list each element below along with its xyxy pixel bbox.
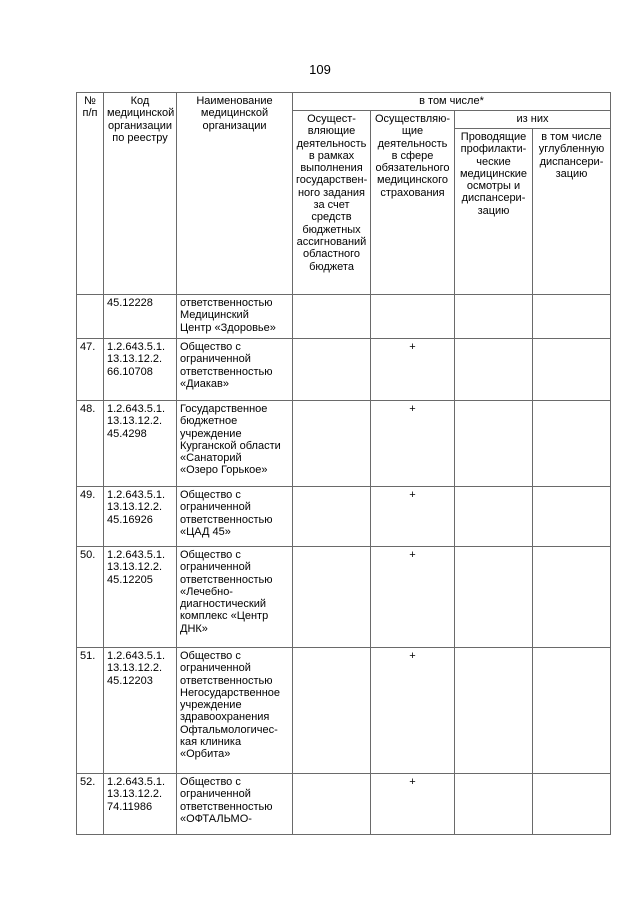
registry-code-cell: 45.12228 [104,295,177,339]
budget-cell [293,774,371,835]
organization-name-cell: Общество с ограниченной ответственностью «Диакав» [177,339,293,401]
checkups-cell [455,295,533,339]
header-budget [293,111,371,295]
header-num [77,93,104,295]
registry-code-cell: 1.2.643.5.1. 13.13.12.2. 45.12205 [104,547,177,648]
header-code-text: Код медицинской организации по реестру [107,95,175,144]
in-depth-cell [533,339,611,401]
organization-name-cell: ответственностью Медицинский Центр «Здоровье» [177,295,293,339]
registry-code-cell: 1.2.643.5.1. 13.13.12.2. 45.12203 [104,648,177,774]
oms-cell: + [371,339,455,401]
header-including: в том числе* [293,93,611,111]
registry-code-cell: 1.2.643.5.1. 13.13.12.2. 66.10708 [104,339,177,401]
row-number-cell: 50. [77,547,104,648]
organization-name-cell: Общество с ограниченной ответственностью «Лечебно- диагностический комплекс «Центр ДНК» [177,547,293,648]
medical-organizations-table [76,92,611,835]
oms-cell: + [371,487,455,547]
table-row [77,648,611,774]
header-name-text: Наименование медицинской организации [196,95,273,132]
budget-cell [293,547,371,648]
checkups-cell [455,401,533,487]
checkups-cell [455,774,533,835]
header-oms-text: Осуществляю- щие деятельность в сфере обязательного медицинского страхования [374,113,451,199]
table-row [77,774,611,835]
oms-cell: + [371,774,455,835]
checkups-cell [455,547,533,648]
budget-cell [293,295,371,339]
header-name [177,93,293,295]
row-number-cell [77,295,104,339]
oms-cell: + [371,401,455,487]
table-body [77,295,611,835]
header-of-them: из них [455,111,611,129]
oms-cell: + [371,648,455,774]
organization-name-cell: Общество с ограниченной ответственностью «ЦАД 45» [177,487,293,547]
organization-name-cell: Государственное бюджетное учреждение Курганской области «Санаторий «Озеро Горькое» [177,401,293,487]
registry-code-cell: 1.2.643.5.1. 13.13.12.2. 45.16926 [104,487,177,547]
row-number-cell: 52. [77,774,104,835]
row-number-cell: 51. [77,648,104,774]
table-row [77,487,611,547]
row-number-cell: 49. [77,487,104,547]
header-checkups [455,129,533,295]
table-row [77,339,611,401]
in-depth-cell [533,648,611,774]
header-checkups-text: Проводящие профилакти- ческие медицинские осмотры и диспансери- зацию [459,131,528,217]
header-in-depth [533,129,611,295]
header-code [104,93,177,295]
organization-name-cell: Общество с ограниченной ответственностью «ОФТАЛЬМО- [177,774,293,835]
table-row [77,295,611,339]
table-row [77,547,611,648]
in-depth-cell [533,401,611,487]
budget-cell [293,401,371,487]
row-number-cell: 48. [77,401,104,487]
in-depth-cell [533,774,611,835]
header-budget-text: Осущест- вляющие деятельность в рамках выполнения государствен- ного задания за счет средств бюджетных ассигнований областного бюджета [296,113,368,273]
registry-code-cell: 1.2.643.5.1. 13.13.12.2. 74.11986 [104,774,177,835]
in-depth-cell [533,487,611,547]
header-oms [371,111,455,295]
registry-code-cell: 1.2.643.5.1. 13.13.12.2. 45.4298 [104,401,177,487]
header-in-depth-text: в том числе углубленную диспансери- зацию [538,131,605,180]
checkups-cell [455,648,533,774]
in-depth-cell [533,295,611,339]
budget-cell [293,339,371,401]
budget-cell [293,487,371,547]
checkups-cell [455,339,533,401]
oms-cell: + [371,547,455,648]
oms-cell [371,295,455,339]
page-number: 109 [309,62,331,77]
budget-cell [293,648,371,774]
table-row [77,401,611,487]
organization-name-cell: Общество с ограниченной ответственностью Негосударственное учреждение здравоохранения Офтальмологичес- кая клиника «Орбита» [177,648,293,774]
checkups-cell [455,487,533,547]
row-number-cell: 47. [77,339,104,401]
header-num-text: № п/п [82,95,98,120]
in-depth-cell [533,547,611,648]
